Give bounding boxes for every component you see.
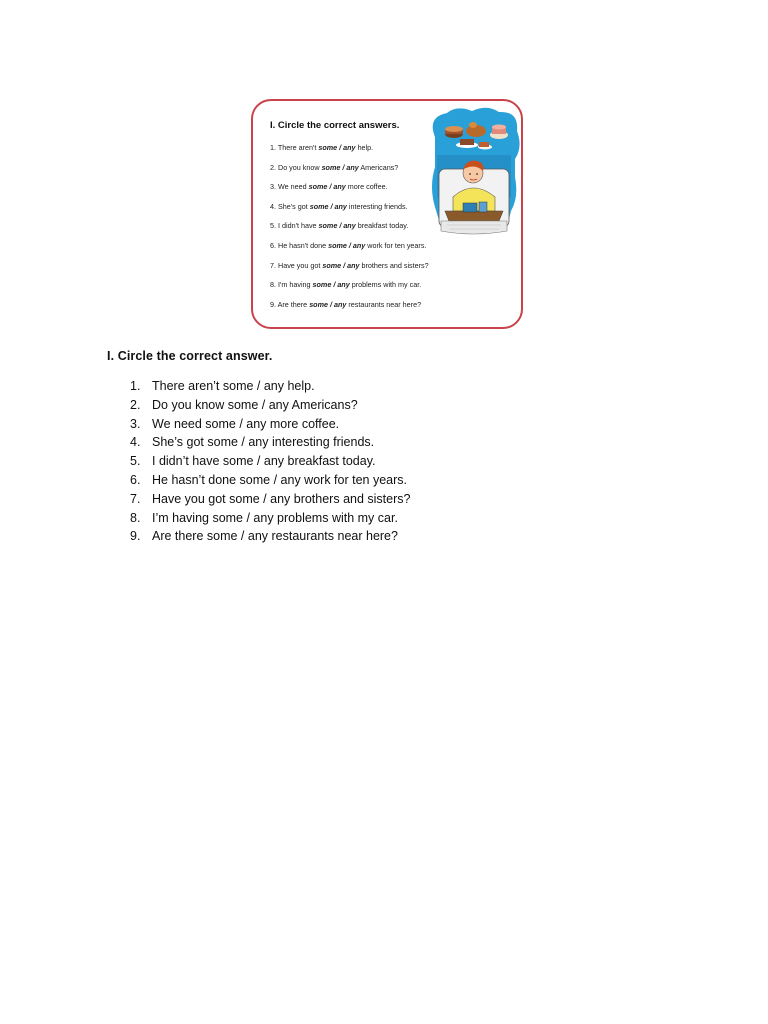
card-question-list: [270, 144, 429, 320]
question-list: [130, 377, 410, 546]
breakfast-in-bed-illustration: [427, 107, 520, 243]
exercise-heading: I. Circle the correct answer.: [107, 349, 273, 363]
question-item: 6. He hasn’t done some / any work for ten years.: [130, 472, 407, 487]
card-question: 1. There aren't some / any help.: [270, 143, 374, 152]
question-item: 7. Have you got some / any brothers and sisters?: [130, 491, 411, 506]
question-item: 2. Do you know some / any Americans?: [130, 397, 358, 412]
card-question: 4. She's got some / any interesting friends.: [270, 201, 408, 211]
question-item: 5. I didn’t have some / any breakfast today.: [130, 454, 376, 469]
question-item: 1. There aren’t some / any help.: [130, 379, 315, 393]
question-item: 4. She’s got some / any interesting friends.: [130, 435, 375, 450]
card-question: 7. Have you got some / any brothers and sisters?: [270, 260, 429, 270]
card-question: 5. I didn't have some / any breakfast today.: [270, 221, 409, 231]
card-question: 2. Do you know some / any Americans?: [270, 162, 399, 172]
question-item: 3. We need some / any more coffee.: [130, 416, 340, 431]
card-question: 3. We need some / any more coffee.: [270, 182, 388, 192]
exercise-card: [251, 99, 523, 329]
card-question: 8. I'm having some / any problems with my car.: [270, 280, 422, 290]
card-question: 9. Are there some / any restaurants near here?: [270, 299, 422, 309]
card-question: 6. He hasn't done some / any work for ten years.: [270, 240, 427, 250]
card-title: I. Circle the correct answers.: [270, 120, 400, 131]
question-item: 8. I’m having some / any problems with my car.: [130, 510, 398, 525]
question-item: 9. Are there some / any restaurants near here?: [130, 529, 398, 544]
